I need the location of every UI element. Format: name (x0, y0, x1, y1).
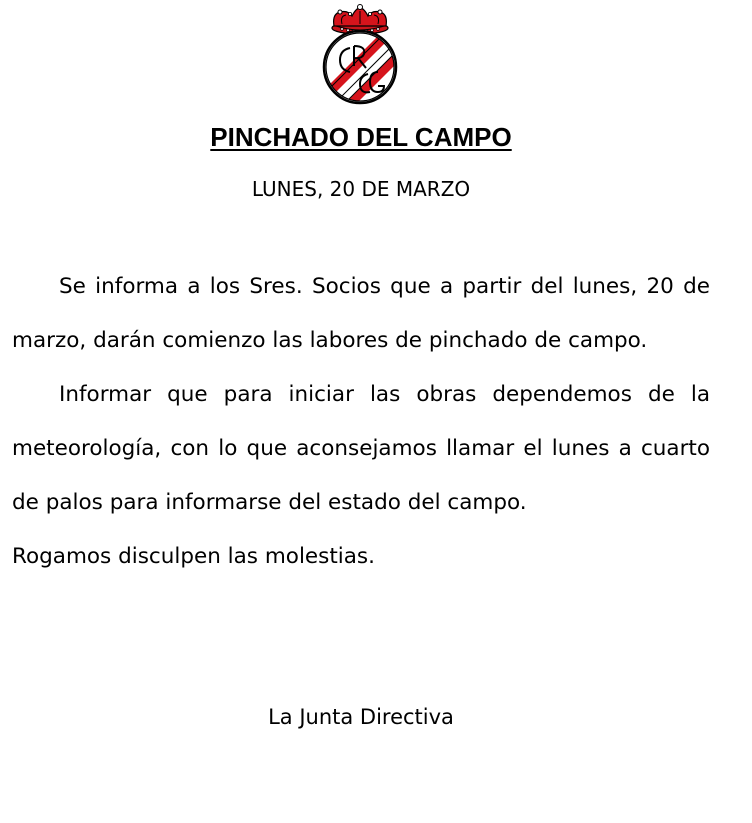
crown-monogram-icon (318, 2, 404, 106)
signature: La Junta Directiva (268, 705, 454, 729)
paragraph-apology: Rogamos disculpen las molestias. (12, 544, 375, 569)
announcement-date: LUNES, 20 DE MARZO (251, 177, 471, 201)
paragraph-notice: Se informa a los Sres. Socios que a partir del lunes, 20 de marzo, darán comienzo las labores de pinchado de campo. (12, 274, 710, 353)
page-title: PINCHADO DEL CAMPO (210, 122, 512, 152)
announcement-body (12, 260, 710, 584)
crest-circle (318, 26, 404, 106)
crown-icon (332, 5, 388, 35)
club-crest-logo (318, 2, 404, 106)
paragraph-weather: Informar que para iniciar las obras dependemos de la meteorología, con lo que aconsejamos llamar el lunes a cuarto de palos para informarse del estado del campo. (12, 382, 710, 515)
